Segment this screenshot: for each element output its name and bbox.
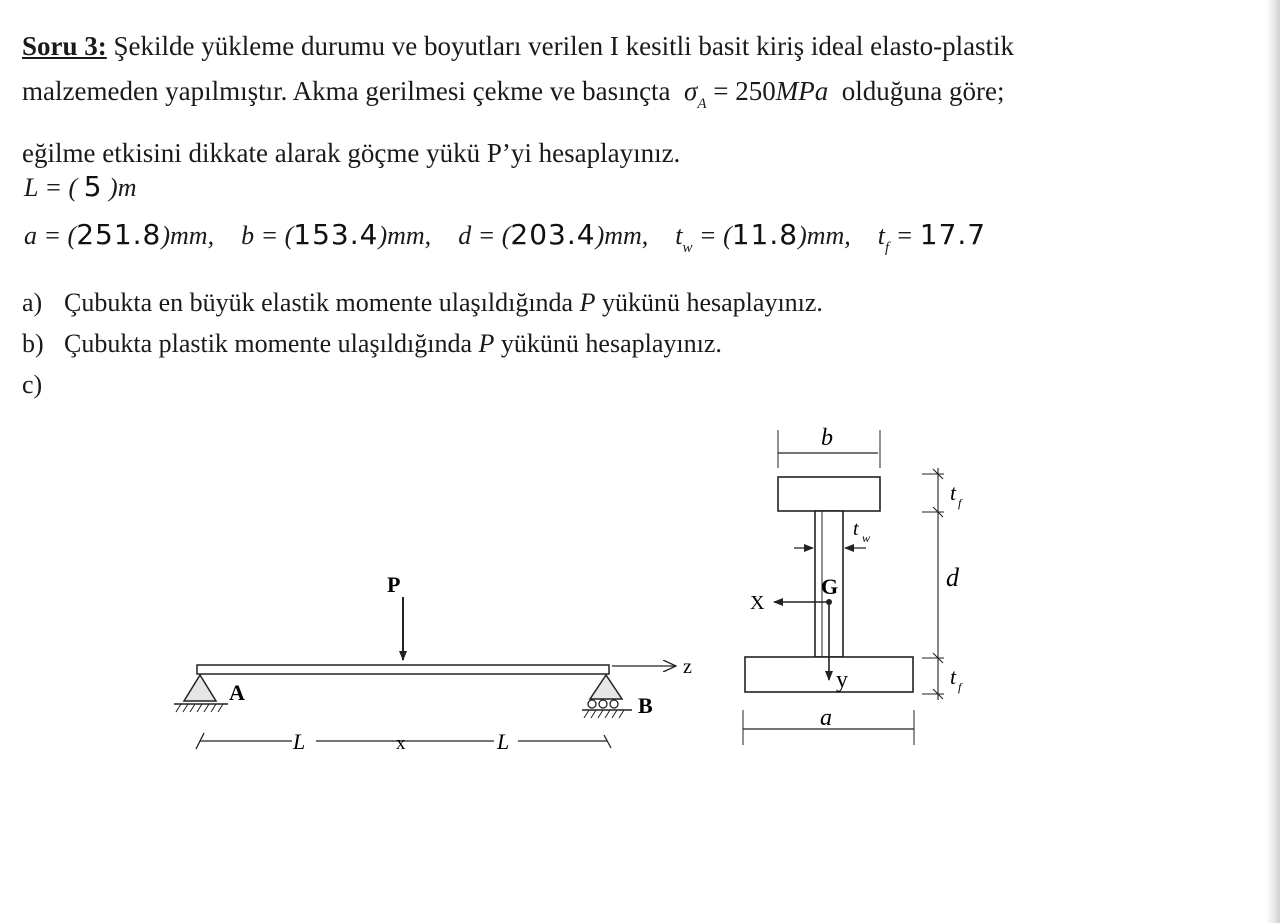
- question-a-text-before: Çubukta en büyük elastik momente ulaşıldığında: [64, 288, 574, 317]
- support-a-label: A: [229, 680, 245, 705]
- web-thickness-sub: w: [862, 531, 871, 545]
- problem-line-3: eğilme etkisini dikkate alarak göçme yükü P’yi hesaplayınız.: [22, 138, 681, 168]
- support-b-label: B: [638, 693, 653, 718]
- flange-thickness-top-sub: f: [958, 496, 962, 510]
- problem-line-1: [22, 24, 1122, 69]
- question-list: [22, 282, 823, 405]
- top-width-label: b: [821, 425, 833, 451]
- problem-line-2: [22, 69, 1122, 127]
- question-b-letter: b): [22, 329, 44, 358]
- beam: [197, 665, 609, 674]
- top-flange: [778, 477, 880, 511]
- sigma-symbol: σ: [684, 76, 698, 106]
- flange-thickness-bottom-label: t: [950, 664, 957, 689]
- bottom-width-label: a: [820, 705, 832, 731]
- given-tf-symbol: t: [877, 221, 886, 250]
- given-tw-value: 11.8: [731, 218, 799, 251]
- midpoint-label: x: [396, 733, 406, 754]
- given-a-prefix: a = (: [24, 221, 77, 250]
- load-label: P: [387, 572, 401, 597]
- roller-support-b: [582, 675, 632, 718]
- given-tf-prefix: =: [895, 221, 914, 250]
- given-d-prefix: d = (: [458, 221, 511, 250]
- x-axis-label: X: [750, 592, 765, 614]
- given-a-value: 251.8: [76, 218, 162, 251]
- problem-line-2-end: olduğuna göre;: [841, 76, 1005, 106]
- given-L-value: 5: [83, 170, 103, 203]
- given-tw-symbol: t: [675, 221, 683, 250]
- question-a: [22, 282, 823, 323]
- problem-line-1-text: Şekilde yükleme durumu ve boyutları verilen I kesitli basit kiriş ideal elasto-plastik: [113, 31, 1015, 61]
- question-c: [22, 364, 823, 405]
- question-b-var: P: [478, 329, 495, 358]
- question-c-letter: c): [22, 370, 43, 399]
- given-tf-subscript: f: [885, 240, 890, 256]
- span-left-label: L: [293, 729, 306, 754]
- span-right-label: L: [497, 729, 510, 754]
- question-a-letter: a): [22, 288, 43, 317]
- question-b-text-before: Çubukta plastik momente ulaşıldığında: [64, 329, 473, 358]
- given-tf-value: 17.7: [919, 218, 987, 251]
- question-a-text-after: yükünü hesaplayınız.: [601, 288, 823, 317]
- given-b-prefix: b = (: [241, 221, 294, 250]
- sigma-subscript: A: [697, 96, 707, 112]
- given-a-suffix: )mm,: [161, 221, 215, 250]
- flange-thickness-top-label: t: [950, 480, 957, 505]
- flange-thickness-bottom-sub: f: [958, 680, 962, 694]
- y-axis-label: y: [836, 667, 848, 693]
- centroid-label: G: [821, 574, 839, 599]
- question-b: [22, 323, 823, 364]
- pin-support-a: [174, 675, 228, 712]
- given-L-suffix: )m: [109, 173, 137, 202]
- given-b-value: 153.4: [293, 218, 379, 251]
- question-b-text-after: yükünü hesaplayınız.: [500, 329, 722, 358]
- sigma-unit: MPa: [775, 76, 829, 106]
- given-L-prefix: L = (: [24, 173, 78, 202]
- section-diagram: [743, 425, 963, 745]
- web-thickness-label: t: [853, 518, 859, 540]
- figure: [0, 400, 1260, 780]
- given-d-suffix: )mm,: [595, 221, 649, 250]
- sigma-value: = 250: [713, 76, 776, 106]
- problem-statement: [22, 24, 1122, 176]
- page-edge-shadow: [1266, 0, 1280, 923]
- given-length: [24, 170, 136, 203]
- problem-label: Soru 3:: [22, 31, 107, 61]
- given-d-value: 203.4: [510, 218, 596, 251]
- given-tw-suffix: )mm,: [798, 221, 851, 250]
- given-tw-prefix: = (: [699, 221, 732, 250]
- given-b-suffix: )mm,: [378, 221, 432, 250]
- given-tw-subscript: w: [682, 240, 693, 256]
- z-axis-label: z: [683, 656, 692, 678]
- beam-diagram: [174, 572, 692, 754]
- problem-line-2-start: malzemeden yapılmıştır. Akma gerilmesi çekme ve basınçta: [22, 76, 671, 106]
- depth-label: d: [946, 563, 959, 592]
- question-a-var: P: [579, 288, 596, 317]
- given-dimensions: [24, 218, 986, 257]
